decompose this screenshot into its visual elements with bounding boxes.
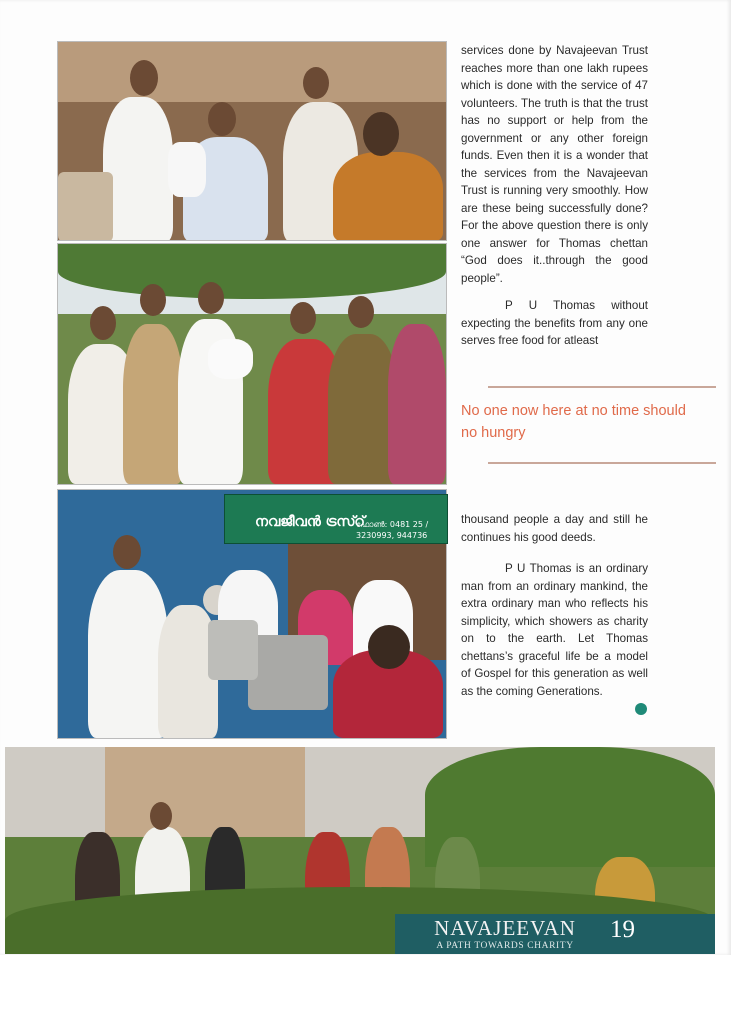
article-paragraph: thousand people a day and still he continues his good deeds. [461, 513, 648, 544]
page-number: 19 [610, 916, 635, 943]
photo-outdoor-distribution [57, 243, 447, 485]
article-paragraph: P U Thomas without expecting the benefits from any one serves free food for atleast [461, 299, 648, 347]
signboard-phone: ഫോൺ: 0481 25 / 3230993, 944736 [356, 520, 429, 540]
article-column-upper [461, 42, 648, 350]
article-column-lower [461, 511, 648, 700]
article-paragraph: services done by Navajeevan Trust reaches more than one lakh rupees which is done with the service of 47 volunteers. The truth is that the trust has no support or help from the government or any other foreign funds. Even then it is a wonder that the services from the Navajeevan Trust is running very smoothly. How are these being successfully done? For the above question there is only one answer for Thomas chettan “God does it..through the good people”. [461, 44, 648, 285]
magazine-title: NAVAJEEVAN [434, 916, 576, 940]
pull-quote-bottom-rule [488, 462, 716, 464]
pull-quote: No one now here at no time should no hungry [461, 403, 686, 441]
pull-quote-top-rule [488, 386, 716, 388]
end-of-article-bullet [635, 703, 647, 715]
photo-food-distribution [57, 41, 447, 241]
article-paragraph: P U Thomas is an ordinary man from an ordinary mankind, the extra ordinary man who reflects his simplicity, which showers as charity on to the earth. Let Thomas chettans’s graceful life be a model of Gospel for this generation as well as the coming Generations. [461, 562, 648, 698]
magazine-tagline: A PATH TOWARDS CHARITY [436, 941, 574, 951]
signboard-text: നവജീവൻ ട്രസ്റ് [255, 514, 365, 530]
